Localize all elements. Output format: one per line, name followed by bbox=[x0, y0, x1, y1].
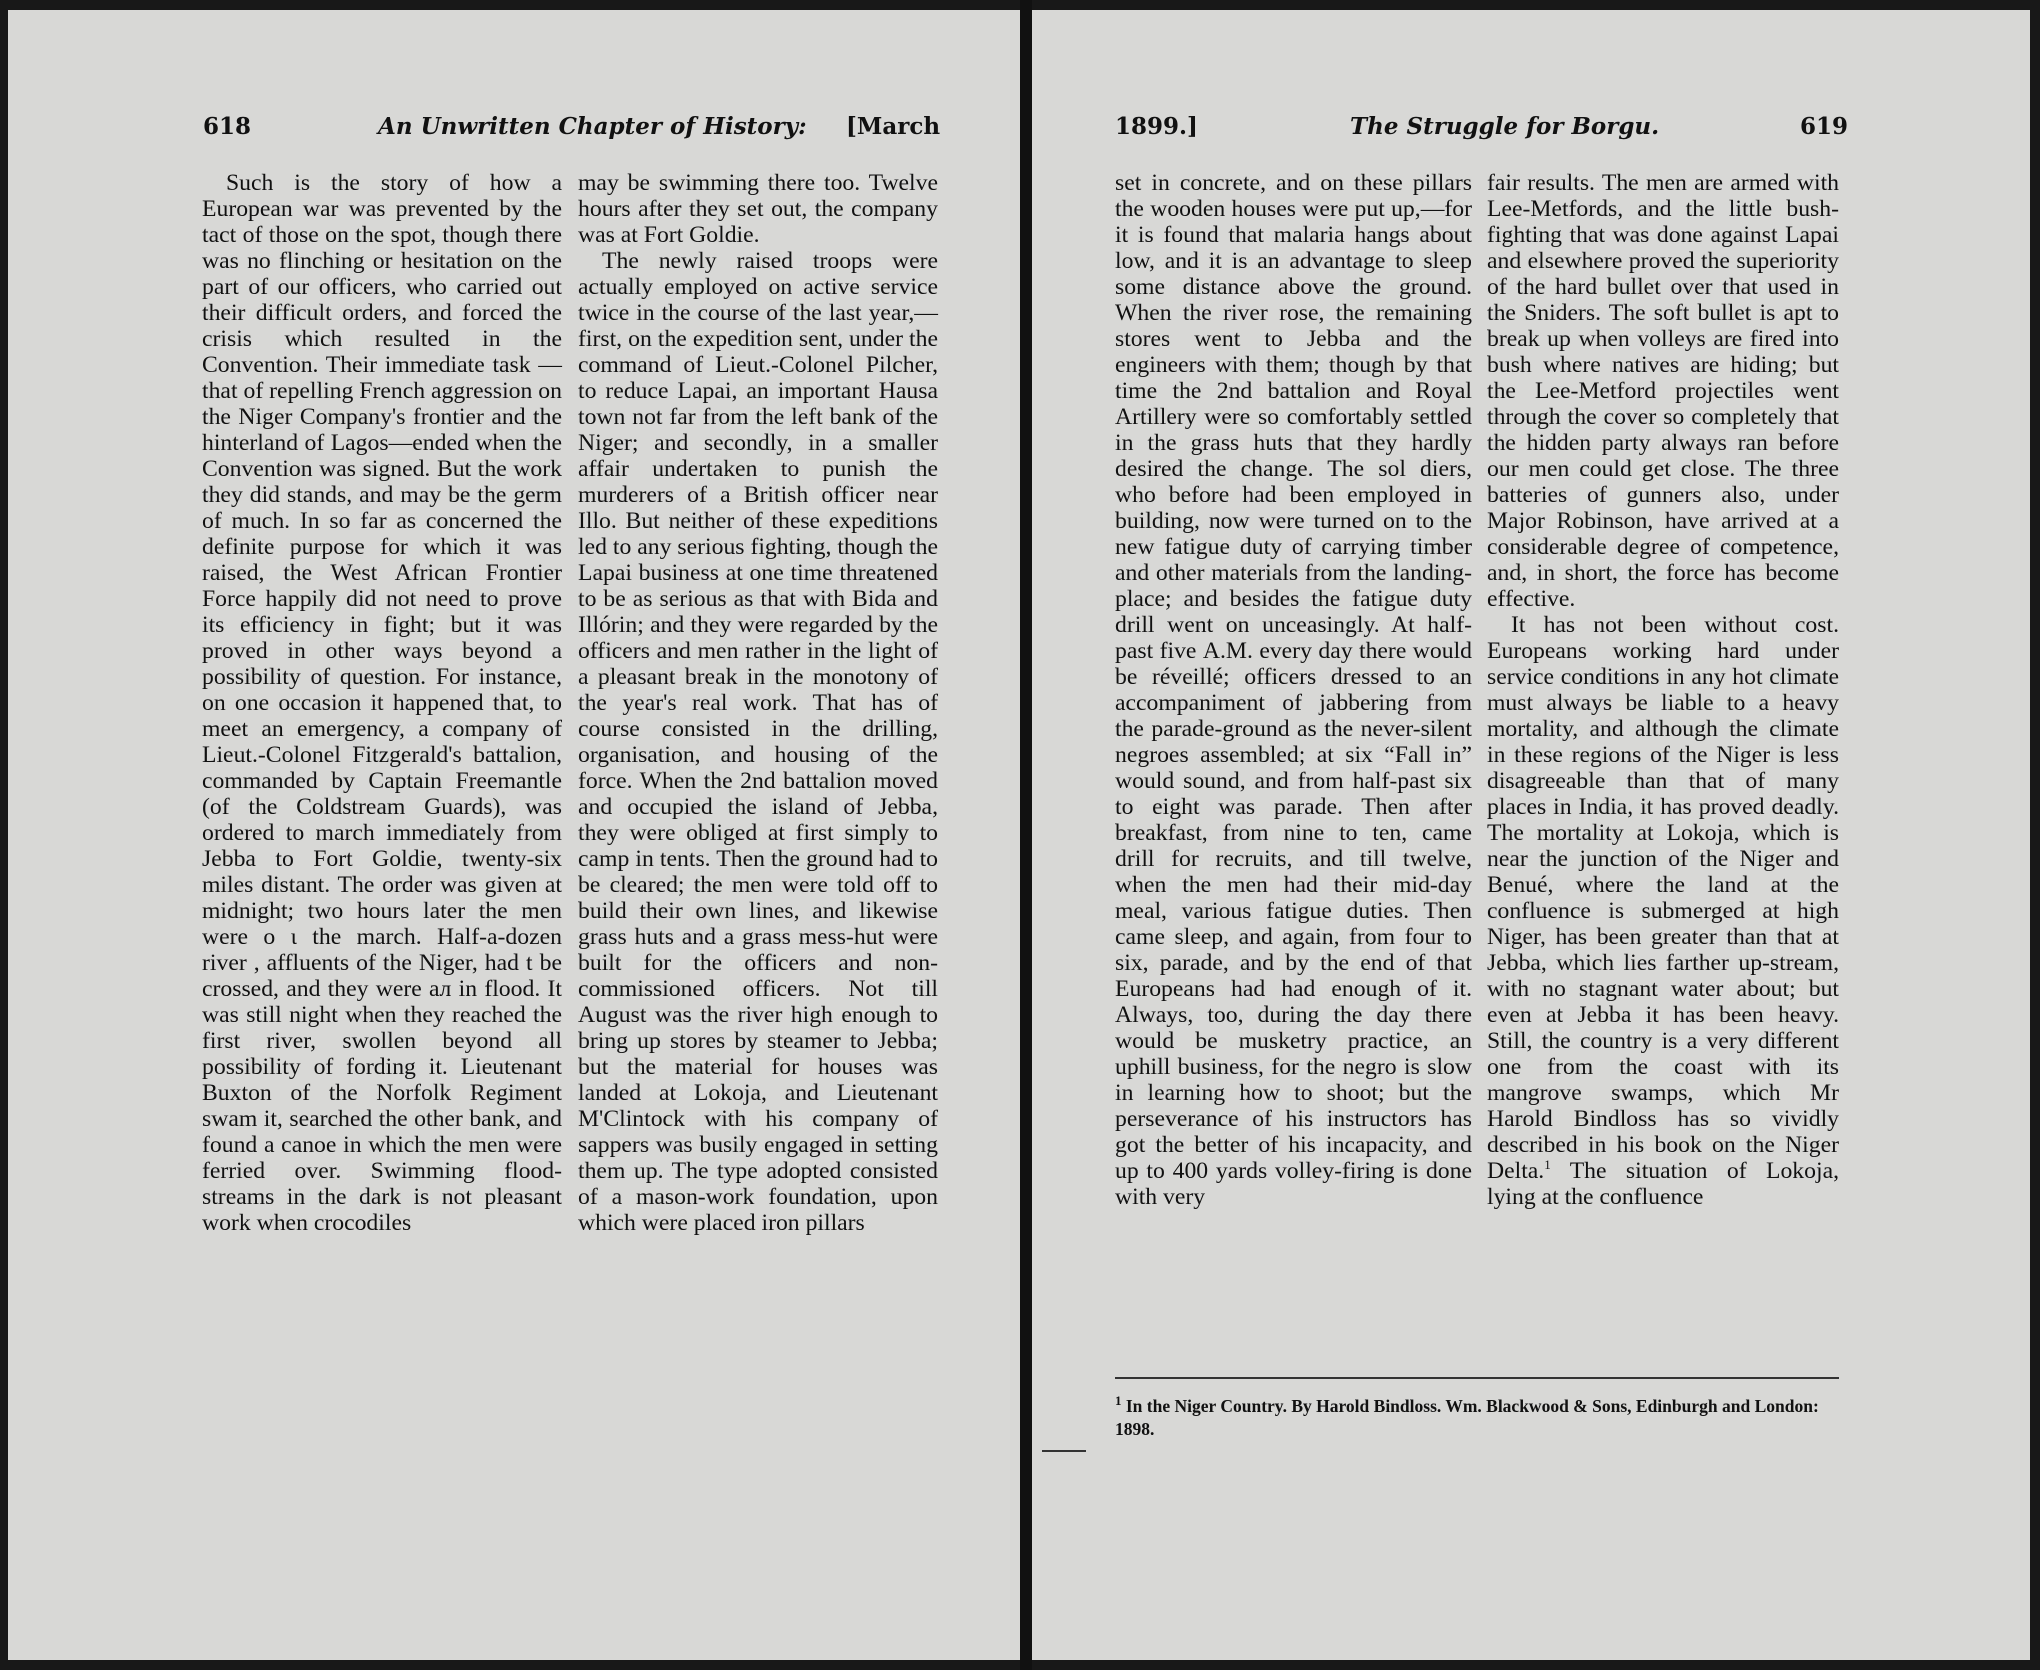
left-running-title: An Unwritten Chapter of History: bbox=[378, 113, 807, 140]
left-column-2 bbox=[578, 170, 938, 1236]
left-page bbox=[8, 10, 1020, 1660]
footnote-text: In the Niger Country. By Harold Bindloss. Wm. Blackwood & Sons, Edinburgh and London: 1898. bbox=[1115, 1396, 1819, 1439]
text-run: The situation of Lokoja, lying at the confluence bbox=[1487, 1158, 1839, 1210]
paragraph: fair results. The men are armed with Lee-Metfords, and the little bush-fighting that was done against Lapai and elsewhere proved the superiority of the hard bullet over that used in the Sniders. The soft bullet is apt to break up when volleys are fired into bush where natives are hiding; but the Lee-Metford projectiles went through the cover so completely that the hidden party always ran before our men could get close. The three batteries of gunners also, under Major Robinson, have arrived at a considerable degree of competence, and, in short, the force has become effective. bbox=[1487, 170, 1839, 612]
am-abbrev: A.M. bbox=[1202, 638, 1253, 664]
paragraph: Such is the story of how a European war was prevented by the tact of those on the spot, though there was no flinching or hesitation on the part of our officers, who carried out their difficult orders, and forced the crisis which resulted in the Convention. Their immediate task —that of repelling French aggression on the Niger Company's frontier and the hinterland of Lagos—ended when the Convention was signed. But the work they did stands, and may be the germ of much. In so far as concerned the definite purpose for which it was raised, the West African Frontier Force happily did not need to prove its efficiency in fight; but it was proved in other ways beyond a possibility of question. For instance, on one occasion it happened that, to meet an emergency, a company of Lieut.-Colonel Fitzgerald's battalion, commanded by Captain Freemantle (of the Coldstream Guards), was ordered to march immediately from Jebba to Fort Goldie, twenty-six miles distant. The order was given at midnight; two hours later the men were o ι the march. Half-a-dozen river , affluents of the Niger, had t be crossed, and they were aл in flood. It was still night when they reached the first river, swollen beyond all possibility of fording it. Lieutenant Buxton of the Norfolk Regiment swam it, searched the other bank, and found a canoe in which the men were ferried over. Swimming flood-streams in the dark is not pleasant work when crocodiles bbox=[202, 170, 562, 1236]
left-page-number: 618 bbox=[203, 113, 252, 140]
paragraph bbox=[1487, 612, 1839, 1210]
footnote-ref[interactable]: 1 bbox=[1544, 1157, 1551, 1173]
text-run: set in concrete, and on these pillars the wooden houses were put up,—for it is found that malaria hangs about low, and it is an advantage to sleep some distance above the ground. When the river rose, the remaining stores went to Jebba and the engineers with them; though by that time the 2nd battalion and Royal Artillery were so comfortably settled in the grass huts that they hardly desired the change. The sol diers, who before had been employed in building, now were turned on to the new fatigue duty of carrying timber and other materials from the landing-place; and besides the fatigue duty drill went on unceasingly. At half-past five bbox=[1115, 170, 1472, 664]
paragraph: may be swimming there too. Twelve hours after they set out, the company was at Fort Goldie. bbox=[578, 170, 938, 248]
paragraph bbox=[1115, 170, 1472, 1210]
paragraph: The newly raised troops were actually employed on active service twice in the course of the last year,—first, on the expedition sent, under the command of Lieut.-Colonel Pilcher, to reduce Lapai, an important Hausa town not far from the left bank of the Niger; and secondly, in a smaller affair undertaken to punish the murderers of a British officer near Illo. But neither of these expeditions led to any serious fighting, though the Lapai business at one time threatened to be as serious as that with Bida and Illórin; and they were regarded by the officers and men rather in the light of a pleasant break in the monotony of the year's real work. That has of course consisted in the drilling, organisation, and housing of the force. When the 2nd battalion moved and occupied the island of Jebba, they were obliged at first simply to camp in tents. Then the ground had to be cleared; the men were told off to build their own lines, and likewise grass huts and a grass mess-hut were built for the officers and non-commissioned officers. Not till August was the river high enough to bring up stores by steamer to Jebba; but the material for houses was landed at Lokoja, and Lieutenant M'Clintock with his company of sappers was busily engaged in setting them up. The type adopted consisted of a mason-work foundation, upon which were placed iron pillars bbox=[578, 248, 938, 1236]
right-page-number: 619 bbox=[1800, 113, 1849, 140]
text-run: every day there would be réveillé; officers dressed to an accompaniment of jabbering from the parade-ground as the never-silent negroes assembled; at six “Fall in” would sound, and from half-past six to eight was parade. Then after breakfast, from nine to ten, came drill for recruits, and till twelve, when the men had their mid-day meal, various fatigue duties. Then came sleep, and again, from four to six, parade, and by the end of that Europeans had had enough of it. Always, too, during the day there would be musketry practice, an uphill business, for the negro is slow in learning how to shoot; but the perseverance of his instructors has got the better of his incapacity, and up to 400 yards volley-firing is done with very bbox=[1115, 638, 1472, 1210]
left-column-1 bbox=[202, 170, 562, 1236]
text-run: It has not been without cost. Europeans working hard under service conditions in any hot climate must always be liable to a heavy mortality, and although the climate in these regions of the Niger is less disagreeable than that of many places in India, it has proved deadly. The mortality at Lokoja, which is near the junction of the Niger and Benué, where the land at the confluence is submerged at high Niger, has been greater than that at Jebba, which lies farther up-stream, with no stagnant water about; but even at Jebba it has been heavy. Still, the country is a very different one from the coast with its mangrove swamps, which Mr Harold Bindloss has so vividly described in his book on the Niger Delta. bbox=[1487, 612, 1839, 1184]
stray-ink-mark bbox=[1042, 1450, 1086, 1452]
right-column-1 bbox=[1115, 170, 1472, 1210]
footnote bbox=[1115, 1395, 1839, 1441]
right-page bbox=[1032, 10, 2030, 1660]
footnote-rule bbox=[1115, 1377, 1839, 1379]
book-gutter bbox=[1020, 0, 1032, 1670]
right-column-2 bbox=[1487, 170, 1839, 1210]
right-running-title: The Struggle for Borgu. bbox=[1350, 113, 1660, 140]
footnote-mark: 1 bbox=[1115, 1393, 1122, 1409]
right-running-date: 1899.] bbox=[1115, 113, 1198, 140]
left-running-date: [March bbox=[846, 113, 941, 140]
